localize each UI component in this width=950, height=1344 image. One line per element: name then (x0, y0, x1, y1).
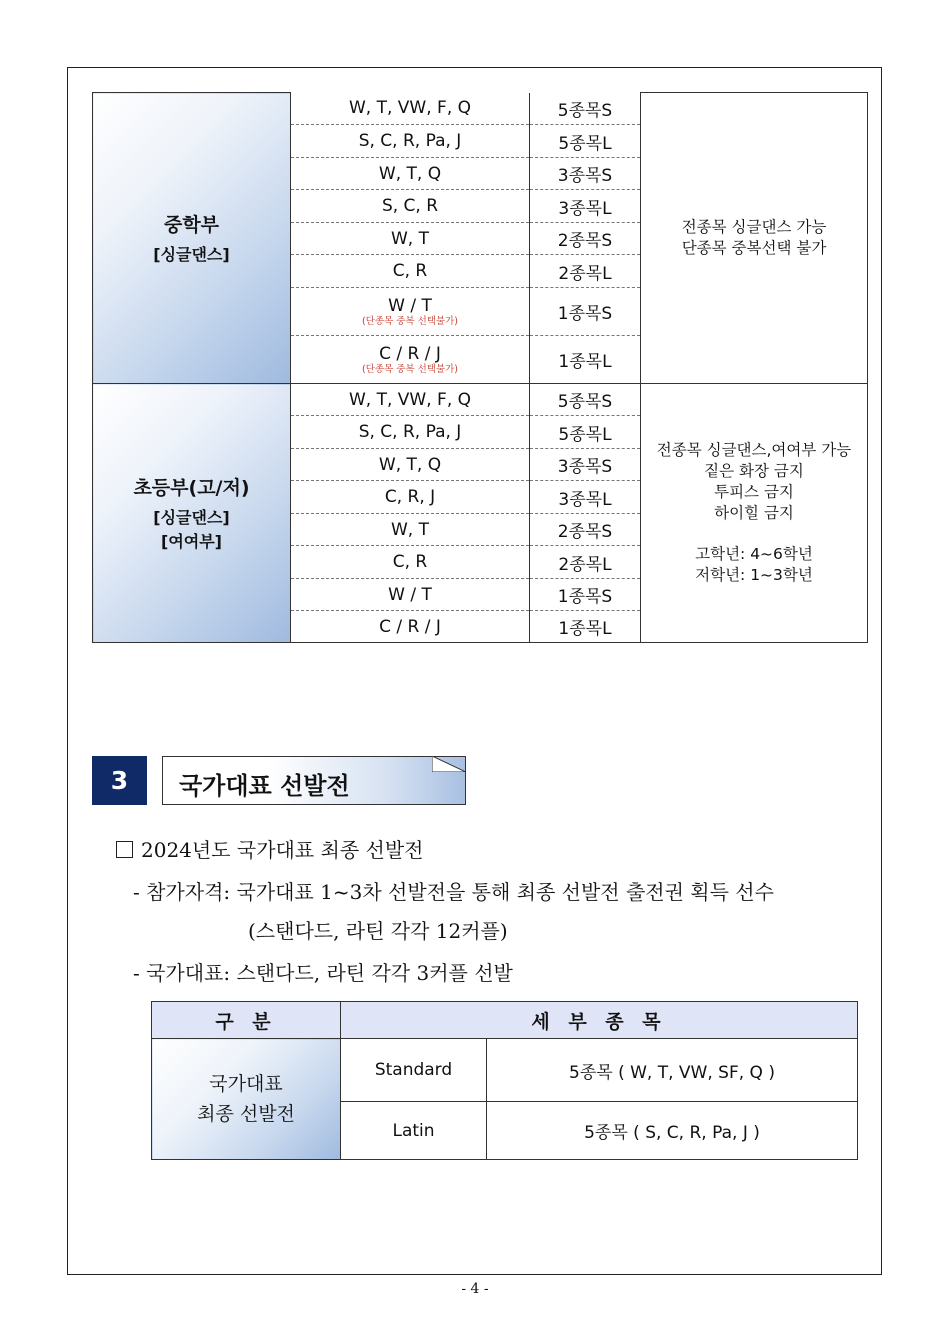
event-count: 2종목S (530, 514, 641, 546)
event-text: W, T, Q (378, 454, 442, 475)
event-count: 1종목S (530, 579, 641, 611)
note-line: 단종목 중복선택 불가 (681, 239, 827, 257)
note-line: 고학년: 4~6학년 (695, 545, 813, 563)
event-list (291, 579, 530, 611)
header-category: 구 분 (152, 1002, 341, 1039)
event-text: C, R, J (384, 487, 436, 507)
section-title: 국가대표 선발전 (179, 772, 350, 800)
national-team-line: - 국가대표: 스탠다드, 라틴 각각 3커플 선발 (133, 961, 513, 985)
event-text: W, T, Q (378, 163, 442, 184)
event-text: W, T (390, 519, 429, 540)
note-line: 하이힐 금지 (714, 504, 794, 522)
division-subtitle: [싱글댄스] (153, 244, 230, 264)
event-count: 2종목L (530, 546, 641, 579)
division-cell (93, 93, 291, 384)
section-number: 3 (92, 756, 147, 805)
event-count: 5종목S (530, 384, 641, 416)
category-cell (152, 1039, 341, 1160)
event-count: 2종목L (530, 255, 641, 288)
event-list (291, 481, 530, 514)
event-list (291, 125, 530, 158)
event-list (291, 384, 530, 416)
qualification-line: - 참가자격: 국가대표 1~3차 선발전을 통해 최종 선발전 출전권 획득 선수 (133, 880, 774, 904)
event-count: 5종목L (530, 416, 641, 449)
event-text: C, R (392, 552, 428, 572)
event-list (291, 416, 530, 449)
division-note (641, 384, 868, 643)
event-text: W / T (388, 584, 432, 605)
event-list (291, 93, 530, 125)
event-text: S, C, R, Pa, J (358, 131, 462, 151)
category-line-1: 국가대표 (209, 1073, 283, 1095)
heading-line (116, 834, 424, 863)
event-text: C / R / J (379, 616, 441, 637)
event-list (291, 611, 530, 643)
event-count: 1종목L (530, 611, 641, 643)
event-count: 1종목L (530, 336, 641, 384)
note-line: 짙은 화장 금지 (704, 462, 804, 480)
event-text: S, C, R (381, 196, 439, 216)
events-latin: 5종목 ( S, C, R, Pa, J ) (487, 1102, 858, 1160)
style-standard: Standard (341, 1039, 487, 1102)
event-text: W / T (388, 295, 432, 316)
division-title: 중학부 (163, 213, 220, 236)
final-selection-table (151, 1001, 858, 1160)
event-list (291, 223, 530, 255)
note-line: 전종목 싱글댄스 가능 (681, 218, 827, 236)
event-count: 3종목S (530, 158, 641, 190)
event-list (291, 336, 530, 384)
event-text: C, R (392, 261, 428, 281)
event-list (291, 158, 530, 190)
division-subtitle: [여여부] (161, 531, 222, 551)
heading-text: 2024년도 국가대표 최종 선발전 (141, 838, 424, 862)
division-cell (93, 384, 291, 643)
event-text: W, T, VW, F, Q (348, 98, 472, 119)
event-list (291, 255, 530, 288)
event-count: 1종목S (530, 288, 641, 336)
restriction-note: (단종목 중복 선택불가) (361, 363, 459, 375)
event-text: C / R / J (379, 343, 441, 364)
header-events: 세 부 종 목 (341, 1002, 858, 1039)
event-count: 5종목S (530, 93, 641, 125)
checkbox-icon (116, 841, 133, 858)
section-title-box (162, 756, 466, 805)
events-standard: 5종목 ( W, T, VW, SF, Q ) (487, 1039, 858, 1102)
event-list (291, 190, 530, 223)
page-number: - 4 - (461, 1281, 489, 1297)
category-line-2: 최종 선발전 (197, 1103, 295, 1125)
event-row (93, 384, 868, 416)
note-line: 투피스 금지 (714, 483, 794, 501)
event-list (291, 288, 530, 336)
note-line: 저학년: 1~3학년 (695, 566, 813, 584)
event-list (291, 546, 530, 579)
event-list (291, 449, 530, 481)
event-text: S, C, R, Pa, J (358, 422, 462, 442)
upper-event-table (92, 92, 868, 643)
event-text: W, T (390, 228, 429, 249)
folded-corner-icon (432, 756, 466, 772)
division-note (641, 93, 868, 384)
event-list (291, 514, 530, 546)
event-count: 3종목S (530, 449, 641, 481)
restriction-note: (단종목 중복 선택불가) (361, 315, 459, 327)
division-subtitle: [싱글댄스] (153, 507, 230, 527)
event-count: 5종목L (530, 125, 641, 158)
division-title: 초등부(고/저) (133, 476, 250, 499)
event-row (93, 93, 868, 125)
event-count: 3종목L (530, 190, 641, 223)
event-text: W, T, VW, F, Q (348, 389, 472, 410)
event-count: 3종목L (530, 481, 641, 514)
qualification-continuation: (스탠다드, 라틴 각각 12커플) (248, 919, 508, 943)
note-line: 전종목 싱글댄스,여여부 가능 (656, 441, 852, 459)
style-latin: Latin (341, 1102, 487, 1160)
event-count: 2종목S (530, 223, 641, 255)
